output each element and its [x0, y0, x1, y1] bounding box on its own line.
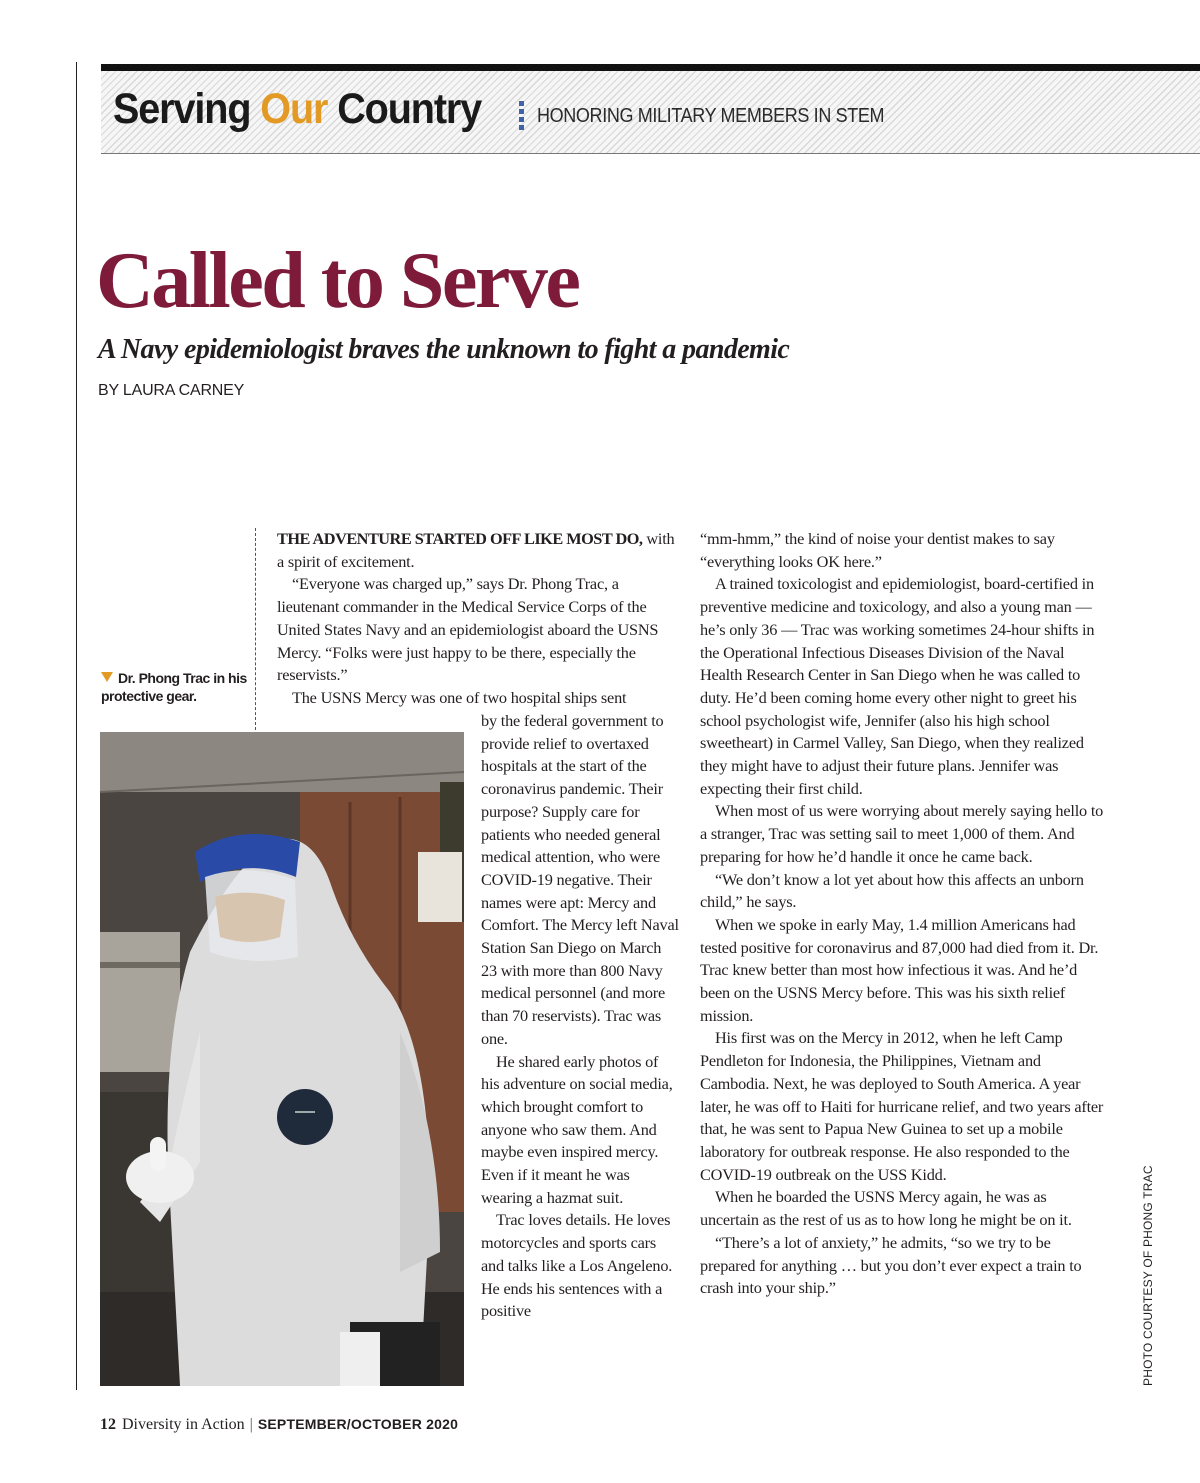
footer-separator: |: [249, 1416, 253, 1433]
photo-credit: PHOTO COURTESY OF PHONG TRAC: [1141, 1165, 1155, 1386]
page-number: 12: [100, 1416, 116, 1433]
body-paragraph: THE ADVENTURE STARTED OFF LIKE MOST DO, with a spirit of excitement.: [277, 529, 675, 571]
left-margin-rule: [76, 62, 77, 1390]
section-title: Serving Our Country: [113, 85, 482, 133]
lead-in: THE ADVENTURE STARTED OFF LIKE MOST DO,: [277, 529, 643, 548]
photo-illustration: [100, 732, 464, 1386]
body-paragraph: He shared early photos of his adventure on social media, which brought comfort to anyone who saw them. And maybe even inspired mercy. Even if it meant he was wearing a hazmat suit.: [481, 1051, 673, 1207]
article-headline: Called to Serve: [96, 237, 579, 325]
body-paragraph: When we spoke in early May, 1.4 million Americans had tested positive for coronavirus and 87,000 had died from it. Dr. Trac knew better than most how infectious it was. And he’d been on the USNS Mercy before. This was his sixth relief mission.: [700, 914, 1099, 1025]
body-paragraph: “We don’t know a lot yet about how this affects an unborn child,” he says.: [700, 869, 1084, 912]
body-paragraph: A trained toxicologist and epidemiologist, board-certified in preventive medicine and toxicology, and also a young man — he’s only 36 — Trac was working sometimes 24-hour shifts in the Operational Infectious Diseases Division of the Naval Health Research Center in San Diego when he was called to duty. He’d been coming home every other night to greet his school psychologist wife, Jennifer (also his high school sweetheart) in Carmel Valley, San Diego, when they realized they might have to adjust their future plans. Jennifer was expecting their first child.: [700, 574, 1095, 798]
body-paragraph: “mm-hmm,” the kind of noise your dentist makes to say “everything looks OK here.”: [700, 529, 1055, 571]
section-separator: [519, 101, 524, 131]
body-paragraph: “Everyone was charged up,” says Dr. Phong Trac, a lieutenant commander in the Medical Service Corps of the United States Navy and an epidemiologist aboard the USNS Mercy. “Folks were just happy to be there, especially the reservists.”: [277, 574, 659, 685]
issue-date: SEPTEMBER/OCTOBER 2020: [257, 1416, 459, 1432]
body-column-1-continued: [481, 710, 679, 1323]
photo-caption-text: Dr. Phong Trac in his protective gear.: [101, 670, 247, 704]
body-paragraph: When he boarded the USNS Mercy again, he was as uncertain as the rest of us as to how long he might be on it.: [700, 1187, 1072, 1230]
article-photo: [100, 732, 464, 1386]
body-paragraph: “There’s a lot of anxiety,” he admits, “so we try to be prepared for anything … but you don’t ever expect a train to crash into your ship.”: [700, 1232, 1082, 1298]
triangle-down-icon: [101, 672, 113, 682]
body-paragraph: Trac loves details. He loves motorcycles and sports cars and talks like a Los Angeleno. He ends his sentences with a positive: [481, 1210, 673, 1321]
photo-caption: [101, 669, 251, 705]
body-paragraph: by the federal government to provide relief to overtaxed hospitals at the start of the coronavirus pandemic. Their purpose? Supply care for patients who needed general medical attention, who were COVID-19 negative. Their names were apt: Mercy and Comfort. The Mercy left Naval Station San Diego on March 23 with more than 800 Navy medical personnel (and more than 70 reservists). Trac was one.: [481, 711, 679, 1048]
page-footer: [100, 1416, 458, 1434]
body-paragraph: His first was on the Mercy in 2012, when he left Camp Pendleton for Indonesia, the Philippines, Vietnam and Cambodia. Next, he was deployed to South America. A year later, he was off to Haiti for hurricane relief, and two years after that, he was sent to Papua New Guinea to set up a mobile laboratory for outbreak response. He also responded to the COVID-19 outbreak on the USS Kidd.: [700, 1028, 1104, 1184]
body-paragraph: The USNS Mercy was one of two hospital ships sent: [292, 687, 627, 707]
body-column-1: [277, 528, 679, 710]
publication-name: Diversity in Action: [122, 1416, 245, 1433]
caption-divider: [255, 528, 256, 730]
article-deck: A Navy epidemiologist braves the unknown to fight a pandemic: [98, 334, 790, 365]
body-column-2: [700, 528, 1104, 1300]
section-header: [101, 64, 1200, 154]
section-subtitle: HONORING MILITARY MEMBERS IN STEM: [537, 105, 885, 127]
body-paragraph: When most of us were worrying about merely saying hello to a stranger, Trac was setting sail to meet 1,000 of them. And preparing for how he’d handle it once he came back.: [700, 801, 1104, 866]
section-title-accent: Our: [260, 85, 328, 133]
article-byline: BY LAURA CARNEY: [98, 382, 245, 399]
